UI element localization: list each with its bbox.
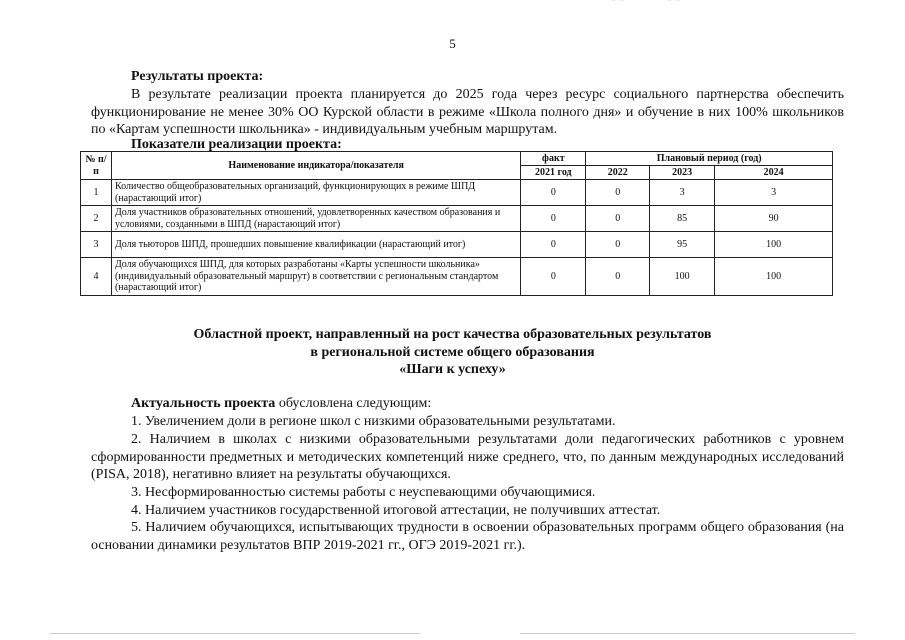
table-row [81,232,833,258]
indicators-table [80,151,833,296]
row-fact: 0 [521,258,586,296]
row-2024: 90 [715,206,833,232]
indicators-heading: Показатели реализации проекта: [131,137,342,152]
row-2024: 100 [715,258,833,296]
row-2024: 3 [715,180,833,206]
table-header-row [81,152,833,166]
header-planned: Плановый период (год) [586,152,833,166]
relevance-item: 4. Наличием участников государственной итоговой аттестации, не получивших аттестат. [131,503,661,518]
table-row [81,258,833,296]
relevance-lead [91,395,844,413]
results-paragraph: В результате реализации проекта планируется до 2025 года через ресурс социального партнерства обеспечить функционирование не менее 30% ОО Курской области в режиме «Школа полного дня» и обучение в них 100% школьников по «Картам успешности школьника» - индивидуальным учебным маршрутам. [91,87,844,137]
relevance-item: 3. Несформированностью системы работы с неуспевающими обучающимися. [131,485,596,500]
row-fact: 0 [521,180,586,206]
scan-bottom-edge [50,633,420,634]
header-num: № п/п [81,152,112,180]
row-num: 4 [81,258,112,296]
relevance-lead-rest: обусловлена следующим: [275,396,432,411]
table-row [81,180,833,206]
relevance-item: 2. Наличием в школах с низкими образовательными результатами доли педагогических работников с уровнем сформированности предметных и методических компетенций ниже среднего, что, по данным международных исследований (PISA, 2018), негативно влияет на результаты обучающихся. [91,432,844,482]
row-num: 3 [81,232,112,258]
row-fact: 0 [521,232,586,258]
header-year: 2024 [715,166,833,180]
row-num: 1 [81,180,112,206]
project-title-line-3: «Шаги к успеху» [399,362,506,377]
table-row [81,206,833,232]
header-name: Наименование индикатора/показателя [111,152,520,180]
row-name: Доля тьюторов ШПД, прошедших повышение квалификации (нарастающий итог) [111,232,520,258]
row-2023: 3 [650,180,715,206]
row-2022: 0 [586,180,650,206]
row-2023: 85 [650,206,715,232]
header-fact-year: 2021 год [521,166,586,180]
row-name: Доля обучающихся ШПД, для которых разработаны «Карты успешности школьника» (индивидуальный образовательный маршрут) в соответствии с региональным стандартом (нарастающий итог) [111,258,520,296]
row-2023: 100 [650,258,715,296]
row-2022: 0 [586,206,650,232]
scan-bottom-edge [520,633,855,634]
row-name: Количество общеобразовательных организаций, функционирующих в режиме ШПД (нарастающий итог) [111,180,520,206]
relevance-lead-bold: Актуальность проекта [131,396,276,411]
scan-top-marks: ‾ ‾ ‾ ‾ [612,0,682,9]
row-2024: 100 [715,232,833,258]
page-number: 5 [449,36,456,51]
project-title-line-1: Областной проект, направленный на рост качества образовательных результатов [193,327,712,342]
relevance-item: 1. Увеличением доли в регионе школ с низкими образовательными результатами. [131,414,616,429]
relevance-item: 5. Наличием обучающихся, испытывающих трудности в освоении образовательных программ общего образования (на основании динамики результатов ВПР 2019-2021 гг., ОГЭ 2019-2021 гг.). [91,520,844,553]
header-fact: факт [521,152,586,166]
results-heading: Результаты проекта: [131,69,264,84]
row-num: 2 [81,206,112,232]
row-fact: 0 [521,206,586,232]
project-title-line-2: в региональной системе общего образования [310,345,595,360]
row-2023: 95 [650,232,715,258]
row-name: Доля участников образовательных отношений, удовлетворенных качеством образования и условиями, созданными в ШПД (нарастающий итог) [111,206,520,232]
header-year: 2022 [586,166,650,180]
row-2022: 0 [586,258,650,296]
row-2022: 0 [586,232,650,258]
header-year: 2023 [650,166,715,180]
